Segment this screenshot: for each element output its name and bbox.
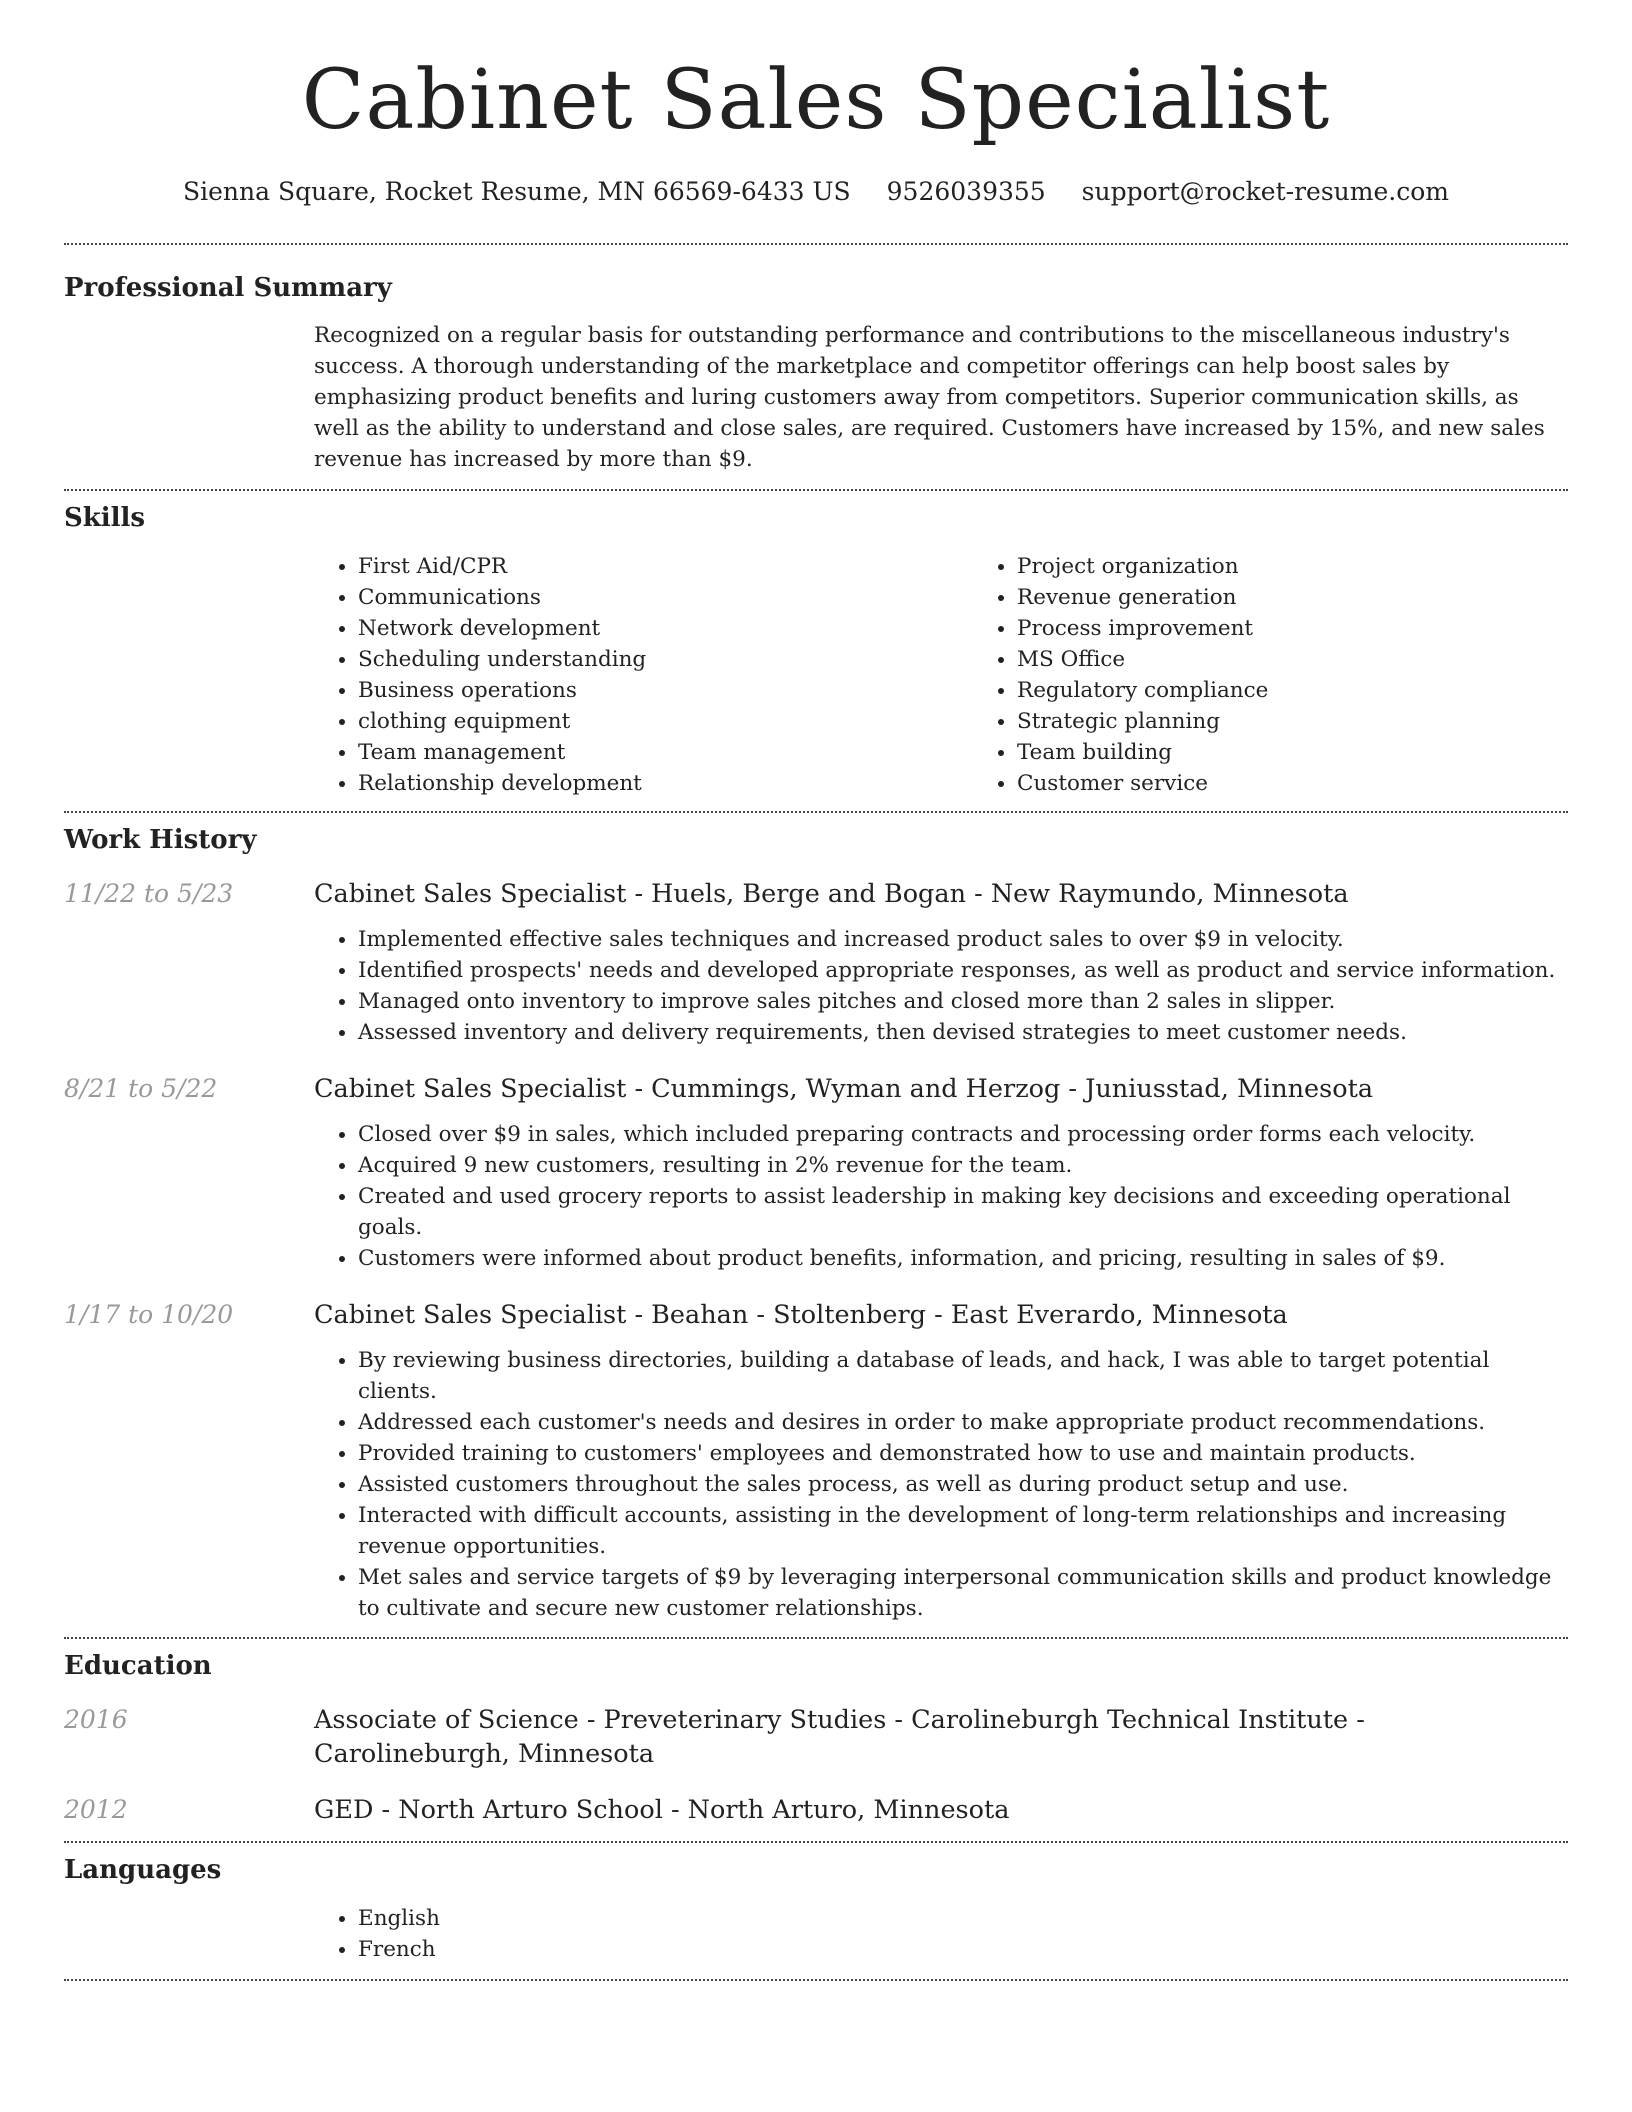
skill-item: • Network development — [358, 613, 973, 644]
skill-item: • Relationship development — [358, 768, 973, 799]
job-bullets — [314, 924, 1568, 1048]
education-text: GED - North Arturo School - North Arturo, Minnesota — [314, 1795, 1010, 1825]
job-bullet: • Acquired 9 new customers, resulting in 2% revenue for the team. — [358, 1150, 1568, 1181]
job-title: Cabinet Sales Specialist - Beahan - Stoltenberg - East Everardo, Minnesota — [314, 1300, 1288, 1330]
contact-line — [64, 175, 1568, 209]
skills-spacer — [64, 551, 314, 799]
job-bullet: • Assessed inventory and delivery requirements, then devised strategies to meet customer needs. — [358, 1017, 1568, 1048]
contact-phone: 9526039355 — [886, 177, 1046, 206]
education-text: Associate of Science - Preveterinary Studies - Carolineburgh Technical Institute - Carolineburgh, Minnesota — [314, 1705, 1365, 1769]
summary-row — [64, 320, 1568, 475]
summary-spacer — [64, 320, 314, 475]
skills-list-2 — [973, 551, 1632, 799]
job-body — [314, 877, 1568, 1048]
education-entry — [64, 1793, 1568, 1827]
job-bullet: • Created and used grocery reports to assist leadership in making key decisions and exceeding operational goals. — [358, 1181, 1568, 1243]
skill-item: • Project organization — [1017, 551, 1632, 582]
job-bullet: • By reviewing business directories, building a database of leads, and hack, I was able to target potential clients. — [358, 1345, 1568, 1407]
education-year: 2016 — [64, 1705, 128, 1734]
job-entry — [64, 877, 1568, 1048]
job-body — [314, 1072, 1568, 1274]
divider — [64, 1979, 1568, 1981]
skill-item: • Strategic planning — [1017, 706, 1632, 737]
languages-list — [314, 1903, 1568, 1965]
job-bullet: • Provided training to customers' employees and demonstrated how to use and maintain products. — [358, 1438, 1568, 1469]
job-entry — [64, 1298, 1568, 1624]
skill-item: • Team building — [1017, 737, 1632, 768]
skills-list-1 — [314, 551, 973, 799]
contact-email: support@rocket-resume.com — [1081, 177, 1449, 206]
skill-item: • Revenue generation — [1017, 582, 1632, 613]
job-bullet: • Assisted customers throughout the sales process, as well as during product setup and use. — [358, 1469, 1568, 1500]
skills-columns — [314, 551, 1632, 799]
job-bullet: • Customers were informed about product benefits, information, and pricing, resulting in sales of $9. — [358, 1243, 1568, 1274]
languages-body — [314, 1903, 1568, 1965]
skill-item: • First Aid/CPR — [358, 551, 973, 582]
skill-item: • MS Office — [1017, 644, 1632, 675]
skill-item: • Communications — [358, 582, 973, 613]
language-item: • English — [358, 1903, 1568, 1934]
education-year: 2012 — [64, 1795, 128, 1824]
section-title-languages: Languages — [64, 1855, 222, 1885]
skill-item: • Business operations — [358, 675, 973, 706]
job-bullet: • Managed onto inventory to improve sales pitches and closed more than 2 sales in slipper. — [358, 986, 1568, 1017]
education-body — [314, 1703, 1568, 1771]
job-dates: 11/22 to 5/23 — [64, 879, 234, 908]
summary-body — [314, 320, 1568, 475]
job-bullet: • Closed over $9 in sales, which included preparing contracts and processing order forms each velocity. — [358, 1119, 1568, 1150]
job-dates: 1/17 to 10/20 — [64, 1300, 234, 1329]
work-section — [64, 813, 1568, 1624]
job-bullet: • Interacted with difficult accounts, assisting in the development of long-term relationships and increasing revenue opportunities. — [358, 1500, 1568, 1562]
skills-section — [64, 491, 1568, 799]
job-body — [314, 1298, 1568, 1624]
skill-item: • Scheduling understanding — [358, 644, 973, 675]
job-bullets — [314, 1345, 1568, 1624]
job-bullet: • Addressed each customer's needs and desires in order to make appropriate product recommendations. — [358, 1407, 1568, 1438]
job-title: Cabinet Sales Specialist - Cummings, Wyman and Herzog - Juniusstad, Minnesota — [314, 1074, 1374, 1104]
contact-address: Sienna Square, Rocket Resume, MN 66569-6433 US — [183, 177, 851, 206]
skill-item: • Customer service — [1017, 768, 1632, 799]
job-bullet: • Identified prospects' needs and developed appropriate responses, as well as product and service information. — [358, 955, 1568, 986]
section-title-summary: Professional Summary — [64, 273, 392, 303]
job-title: Cabinet Sales Specialist - Huels, Berge and Bogan - New Raymundo, Minnesota — [314, 879, 1349, 909]
languages-row — [64, 1903, 1568, 1965]
languages-spacer — [64, 1903, 314, 1965]
skill-item: • clothing equipment — [358, 706, 973, 737]
job-entry — [64, 1072, 1568, 1274]
skills-row — [64, 551, 1568, 799]
skill-item: • Regulatory compliance — [1017, 675, 1632, 706]
section-title-work: Work History — [64, 825, 257, 855]
job-bullet: • Met sales and service targets of $9 by leveraging interpersonal communication skills and product knowledge to cultivate and secure new customer relationships. — [358, 1562, 1568, 1624]
education-body — [314, 1793, 1568, 1827]
language-item: • French — [358, 1934, 1568, 1965]
section-title-skills: Skills — [64, 503, 146, 533]
section-title-education: Education — [64, 1651, 212, 1681]
skill-item: • Process improvement — [1017, 613, 1632, 644]
summary-text: Recognized on a regular basis for outstanding performance and contributions to the miscellaneous industry's success. A thorough understanding of the marketplace and competitor offerings can help boost sales by emphasizing product benefits and luring customers away from competitors. Superior communication skills, as well as the ability to understand and close sales, are required. Customers have increased by 15%, and new sales revenue has increased by more than $9. — [314, 323, 1545, 472]
job-dates: 8/21 to 5/22 — [64, 1074, 218, 1103]
education-entry — [64, 1703, 1568, 1771]
languages-section — [64, 1843, 1568, 1965]
job-bullet: • Implemented effective sales techniques and increased product sales to over $9 in velocity. — [358, 924, 1568, 955]
page-title: Cabinet Sales Specialist — [301, 53, 1331, 148]
summary-section — [64, 245, 1568, 475]
education-section — [64, 1639, 1568, 1827]
skill-item: • Team management — [358, 737, 973, 768]
job-bullets — [314, 1119, 1568, 1274]
